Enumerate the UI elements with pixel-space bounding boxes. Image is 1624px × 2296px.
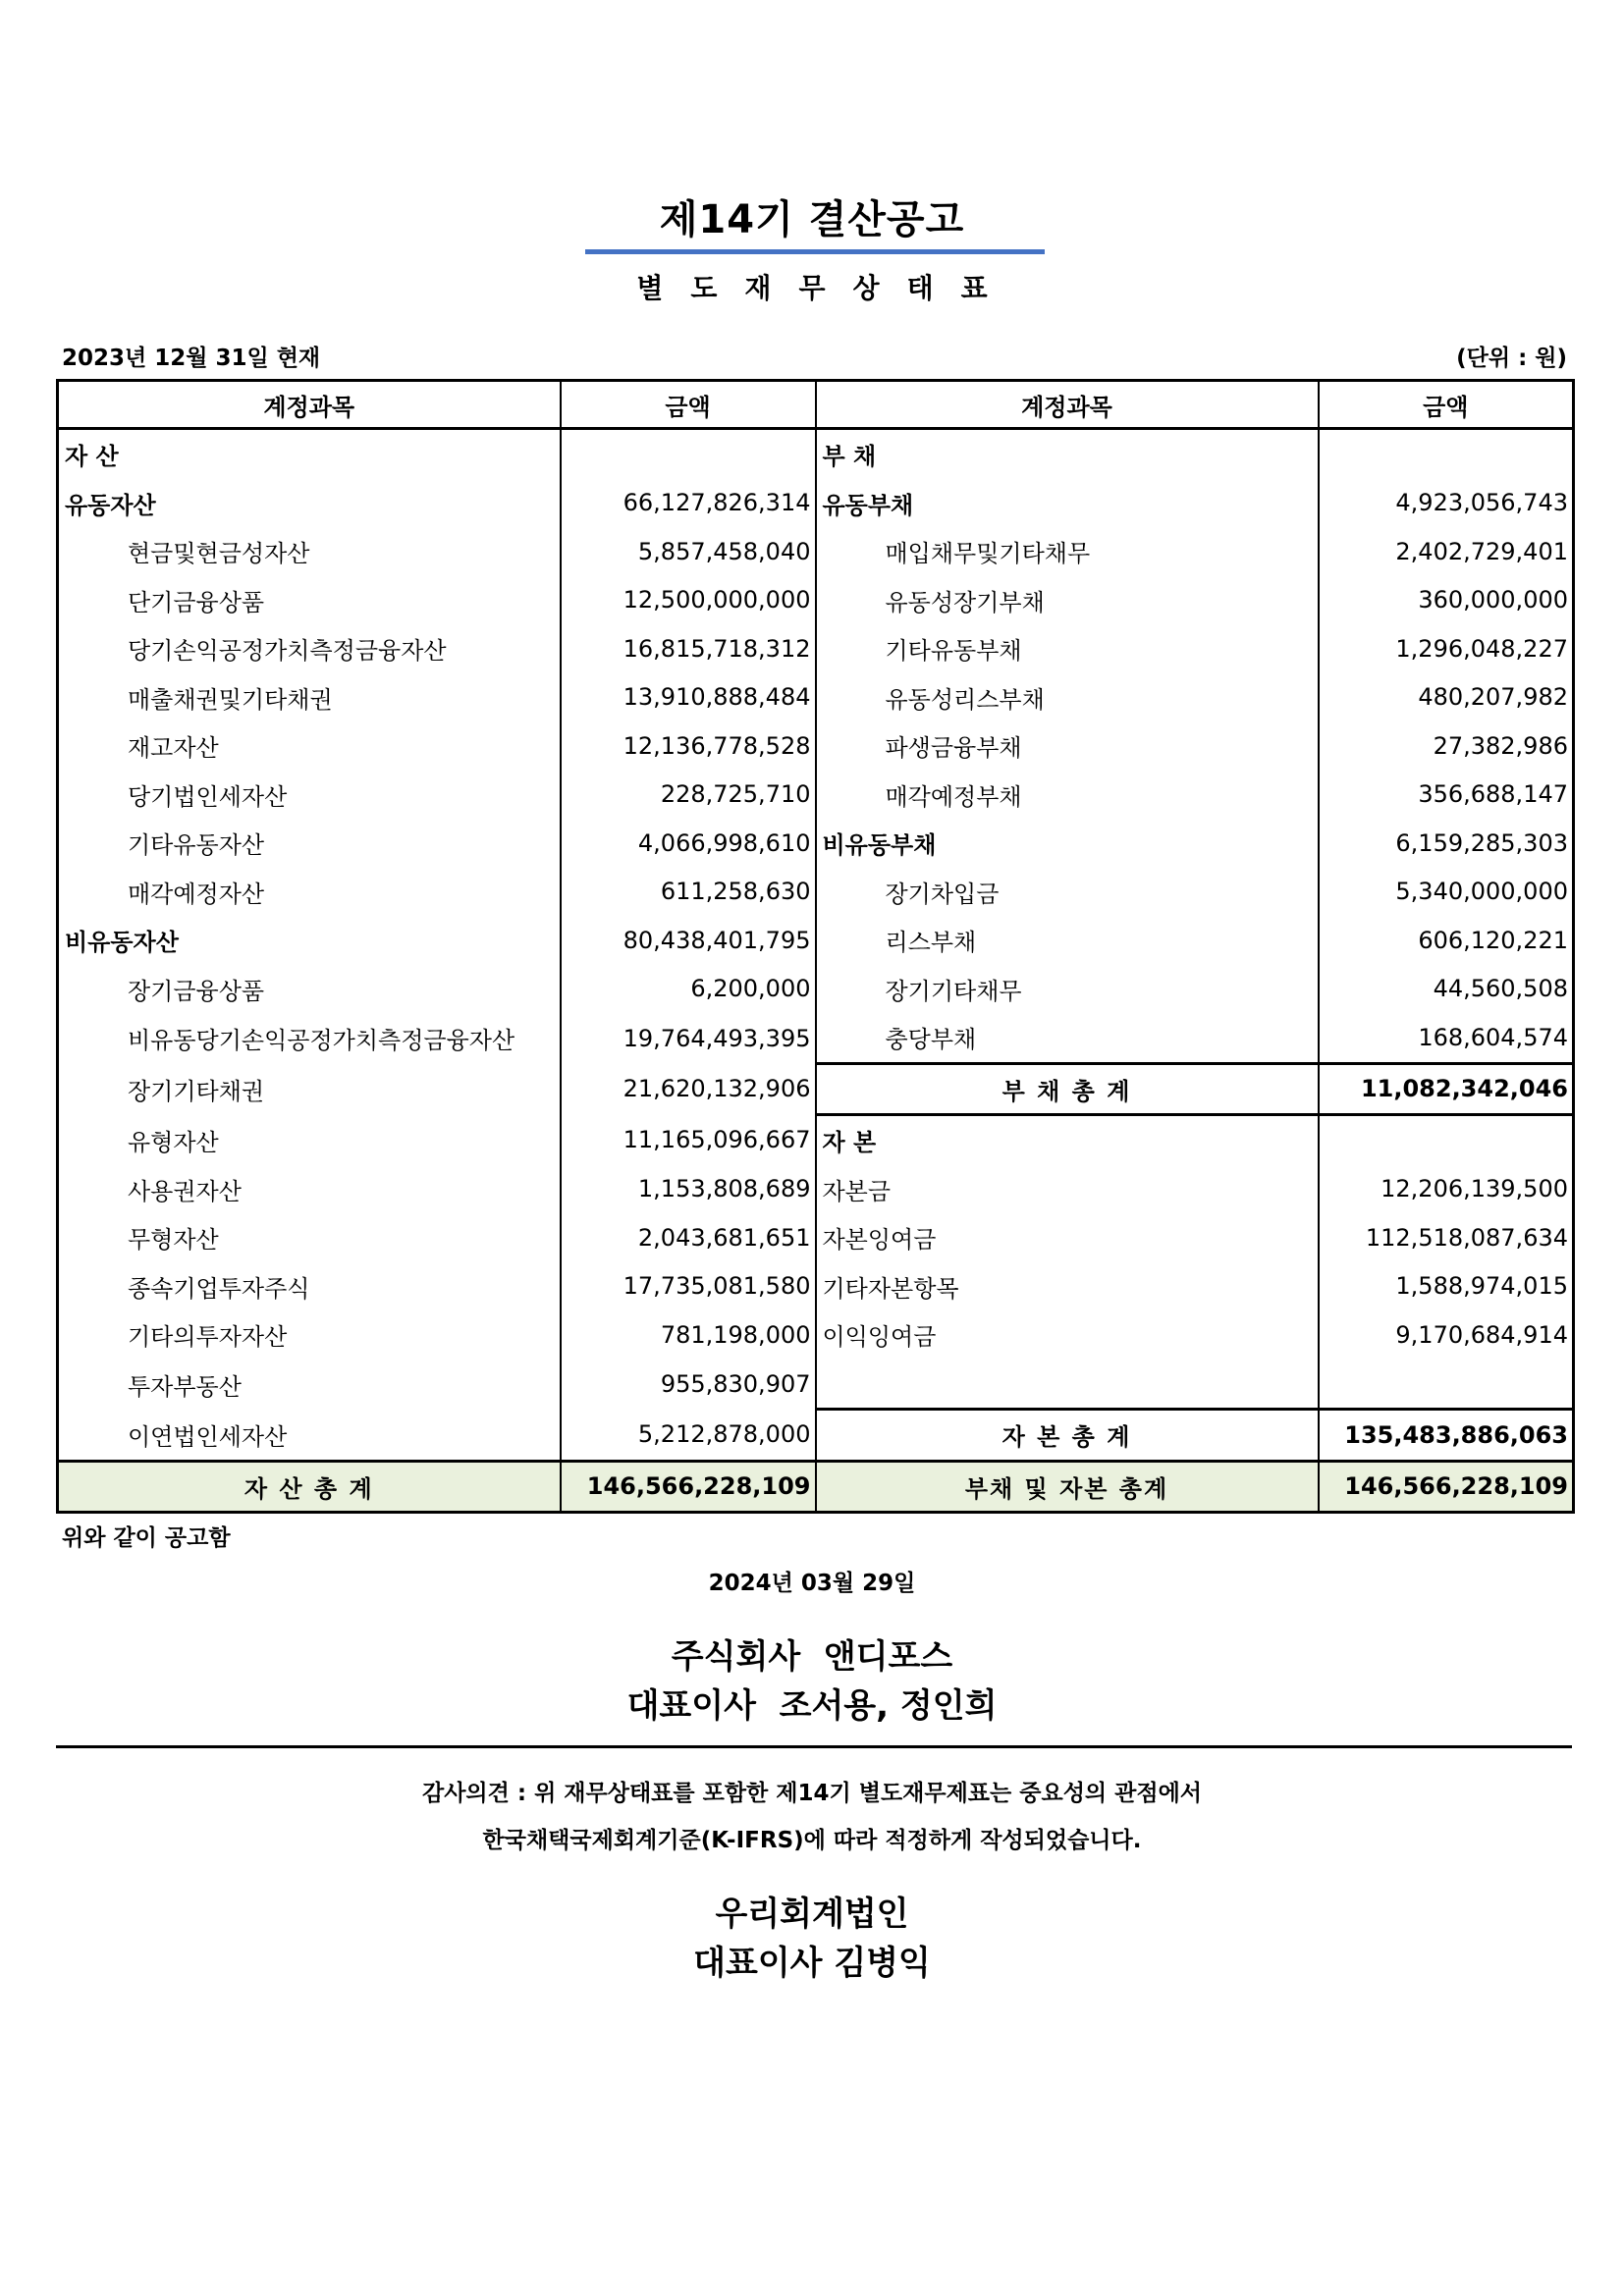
column-header: 계정과목 (816, 381, 1319, 429)
table-row (58, 1262, 1574, 1311)
account-label: 유동부채 (816, 479, 1319, 528)
table-row (58, 429, 1574, 479)
company-ceo: 대표이사 조서용, 정인희 (626, 1686, 998, 1726)
table-row (58, 576, 1574, 625)
account-label: 기타유동자산 (58, 819, 561, 868)
amount-cell: 112,518,087,634 (1319, 1213, 1574, 1262)
account-label: 무형자산 (58, 1213, 561, 1262)
account-label: 매각예정자산 (58, 868, 561, 917)
amount-cell: 360,000,000 (1319, 576, 1574, 625)
account-label: 매입채무및기타채무 (816, 527, 1319, 576)
account-label: 투자부동산 (58, 1360, 561, 1410)
table-row (58, 819, 1574, 868)
page-title: 제14기 결산공고 (659, 197, 965, 242)
account-label: 종속기업투자주식 (58, 1262, 561, 1311)
divider (56, 1745, 1572, 1748)
balance-sheet-table (56, 379, 1575, 1514)
account-label: 사용권자산 (58, 1165, 561, 1214)
total-liabilities-label: 부 채 총 계 (816, 1063, 1319, 1115)
total-equity-label: 자 본 총 계 (816, 1410, 1319, 1462)
amount-cell: 4,923,056,743 (1319, 479, 1574, 528)
account-label: 재고자산 (58, 721, 561, 771)
amount-cell: 1,153,808,689 (561, 1165, 816, 1214)
amount-cell: 9,170,684,914 (1319, 1310, 1574, 1360)
account-label: 매출채권및기타채권 (58, 673, 561, 722)
table-row (58, 1013, 1574, 1063)
table-row (58, 624, 1574, 673)
table-row (58, 965, 1574, 1014)
amount-cell: 356,688,147 (1319, 771, 1574, 820)
total-liabilities-equity-amount: 146,566,228,109 (1319, 1461, 1574, 1513)
account-label: 이연법인세자산 (58, 1410, 561, 1462)
amount-cell: 16,815,718,312 (561, 624, 816, 673)
account-label: 현금및현금성자산 (58, 527, 561, 576)
table-row (58, 868, 1574, 917)
amount-cell: 12,206,139,500 (1319, 1165, 1574, 1214)
account-label: 비유동당기손익공정가치측정금융자산 (58, 1013, 561, 1063)
table-row (58, 1461, 1574, 1513)
amount-cell: 5,212,878,000 (561, 1410, 816, 1462)
amount-cell: 44,560,508 (1319, 965, 1574, 1014)
amount-cell: 1,588,974,015 (1319, 1262, 1574, 1311)
amount-cell: 228,725,710 (561, 771, 816, 820)
table-row (58, 1310, 1574, 1360)
unit-label: (단위 : 원) (1456, 346, 1567, 371)
amount-cell: 6,159,285,303 (1319, 819, 1574, 868)
column-header: 계정과목 (58, 381, 561, 429)
column-header: 금액 (1319, 381, 1574, 429)
amount-cell: 611,258,630 (561, 868, 816, 917)
total-equity-amount: 135,483,886,063 (1319, 1410, 1574, 1462)
table-row (58, 1360, 1574, 1410)
total-assets-label: 자 산 총 계 (58, 1461, 561, 1513)
amount-cell (1319, 1115, 1574, 1165)
table-row (58, 479, 1574, 528)
section-label-liabilities: 부 채 (816, 429, 1319, 479)
amount-cell: 5,340,000,000 (1319, 868, 1574, 917)
account-label: 장기기타채권 (58, 1063, 561, 1115)
account-label: 매각예정부채 (816, 771, 1319, 820)
page-subtitle: 별도재무상태표 (636, 272, 1015, 304)
account-label: 단기금융상품 (58, 576, 561, 625)
amount-cell: 12,500,000,000 (561, 576, 816, 625)
table-row (58, 527, 1574, 576)
amount-cell (1319, 1360, 1574, 1410)
total-liabilities-amount: 11,082,342,046 (1319, 1063, 1574, 1115)
amount-cell: 4,066,998,610 (561, 819, 816, 868)
table-row (58, 771, 1574, 820)
amount-cell (561, 429, 816, 479)
amount-cell (1319, 429, 1574, 479)
column-header: 금액 (561, 381, 816, 429)
amount-cell: 27,382,986 (1319, 721, 1574, 771)
account-label (816, 1360, 1319, 1410)
account-label: 장기금융상품 (58, 965, 561, 1014)
account-label: 자본금 (816, 1165, 1319, 1214)
amount-cell: 19,764,493,395 (561, 1013, 816, 1063)
table-row (58, 1410, 1574, 1462)
auditor-ceo: 대표이사 김병익 (693, 1944, 931, 1983)
table-header-row (58, 381, 1574, 429)
account-label: 장기차입금 (816, 868, 1319, 917)
amount-cell: 6,200,000 (561, 965, 816, 1014)
amount-cell: 168,604,574 (1319, 1013, 1574, 1063)
account-label: 파생금융부채 (816, 721, 1319, 771)
amount-cell: 1,296,048,227 (1319, 624, 1574, 673)
account-label: 기타유동부채 (816, 624, 1319, 673)
amount-cell: 80,438,401,795 (561, 916, 816, 965)
table-row (58, 916, 1574, 965)
amount-cell: 11,165,096,667 (561, 1115, 816, 1165)
section-label-assets: 자 산 (58, 429, 561, 479)
account-label: 충당부채 (816, 1013, 1319, 1063)
amount-cell: 66,127,826,314 (561, 479, 816, 528)
account-label: 이익잉여금 (816, 1310, 1319, 1360)
account-label: 유동성리스부채 (816, 673, 1319, 722)
account-label: 기타의투자자산 (58, 1310, 561, 1360)
amount-cell: 955,830,907 (561, 1360, 816, 1410)
auditor-name: 우리회계법인 (715, 1895, 909, 1934)
title-underline (585, 249, 1045, 254)
amount-cell: 21,620,132,906 (561, 1063, 816, 1115)
table-row (58, 1165, 1574, 1214)
total-assets-amount: 146,566,228,109 (561, 1461, 816, 1513)
account-label: 기타자본항목 (816, 1262, 1319, 1311)
amount-cell: 13,910,888,484 (561, 673, 816, 722)
account-label: 비유동부채 (816, 819, 1319, 868)
audit-opinion-line: 한국채택국제회계기준(K-IFRS)에 따라 적정하게 작성되었습니다. (482, 1828, 1142, 1853)
announcement-date: 2024년 03월 29일 (708, 1571, 916, 1596)
account-label: 유동성장기부채 (816, 576, 1319, 625)
account-label: 비유동자산 (58, 916, 561, 965)
table-row (58, 673, 1574, 722)
total-liabilities-equity-label: 부채 및 자본 총계 (816, 1461, 1319, 1513)
amount-cell: 480,207,982 (1319, 673, 1574, 722)
table-row (58, 1115, 1574, 1165)
as-of-date: 2023년 12월 31일 현재 (62, 346, 321, 371)
account-label: 유형자산 (58, 1115, 561, 1165)
account-label: 리스부채 (816, 916, 1319, 965)
account-label: 자본잉여금 (816, 1213, 1319, 1262)
audit-opinion-line: 감사의견 : 위 재무상태표를 포함한 제14기 별도재무제표는 중요성의 관점에서 (421, 1781, 1203, 1806)
amount-cell: 606,120,221 (1319, 916, 1574, 965)
amount-cell: 781,198,000 (561, 1310, 816, 1360)
amount-cell: 5,857,458,040 (561, 527, 816, 576)
amount-cell: 2,402,729,401 (1319, 527, 1574, 576)
company-name: 주식회사 앤디포스 (671, 1637, 953, 1677)
table-row (58, 1063, 1574, 1115)
account-label: 당기법인세자산 (58, 771, 561, 820)
amount-cell: 12,136,778,528 (561, 721, 816, 771)
amount-cell: 17,735,081,580 (561, 1262, 816, 1311)
amount-cell: 2,043,681,651 (561, 1213, 816, 1262)
account-label: 당기손익공정가치측정금융자산 (58, 624, 561, 673)
account-label: 유동자산 (58, 479, 561, 528)
account-label: 장기기타채무 (816, 965, 1319, 1014)
notice-text: 위와 같이 공고함 (62, 1525, 231, 1551)
table-row (58, 721, 1574, 771)
section-label-equity: 자 본 (816, 1115, 1319, 1165)
table-row (58, 1213, 1574, 1262)
